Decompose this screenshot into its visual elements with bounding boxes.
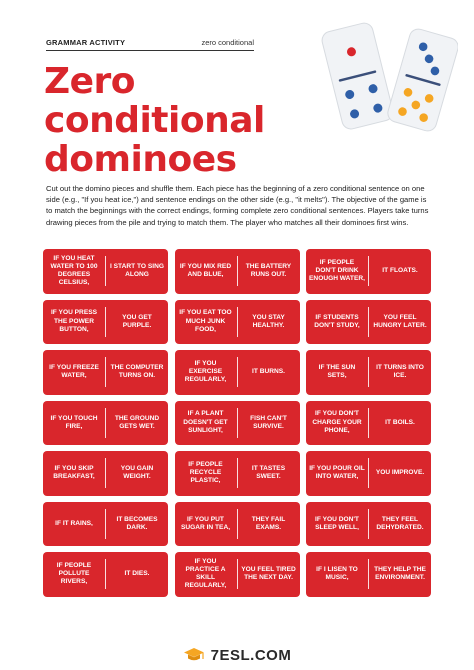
domino-card	[43, 300, 168, 345]
domino-card	[306, 401, 431, 446]
title-line-2: conditional	[44, 100, 265, 141]
domino-card	[306, 300, 431, 345]
domino-tile-icon	[386, 27, 458, 133]
domino-ending: IT BECOMES DARK.	[116, 515, 158, 531]
domino-beginning: IF I LISEN TO MUSIC,	[316, 566, 358, 582]
domino-ending: IT FLOATS.	[382, 267, 418, 275]
domino-ending: IT TURNS INTO ICE.	[376, 364, 424, 380]
domino-ending: YOU GAIN WEIGHT.	[120, 465, 154, 481]
topic-label: zero conditional	[201, 38, 254, 47]
domino-card	[175, 249, 300, 294]
domino-beginning: IF YOU SKIP BREAKFAST,	[53, 465, 95, 481]
domino-card	[43, 249, 168, 294]
dominoes-illustration	[318, 18, 458, 138]
domino-card	[175, 451, 300, 496]
domino-card	[306, 451, 431, 496]
brand-name: 7ESL.COM	[210, 646, 292, 664]
page-title	[44, 62, 265, 179]
domino-ending: FISH CAN'T SURVIVE.	[250, 414, 287, 430]
title-line-1: Zero	[44, 61, 136, 102]
domino-card	[175, 552, 300, 597]
graduation-cap-icon	[183, 647, 205, 663]
title-line-3: dominoes	[44, 139, 237, 180]
domino-ending: THEY FAIL EXAMS.	[251, 515, 286, 531]
domino-card	[43, 552, 168, 597]
domino-ending: YOU FEEL HUNGRY LATER.	[373, 313, 427, 329]
domino-ending: THEY FEEL DEHYDRATED.	[376, 515, 424, 531]
domino-beginning: IF YOU PUT SUGAR IN TEA,	[180, 515, 231, 531]
domino-beginning: IF YOU MIX RED AND BLUE,	[179, 263, 232, 279]
domino-ending: THE BATTERY RUNS OUT.	[245, 263, 292, 279]
domino-beginning: IF YOU TOUCH FIRE,	[50, 414, 98, 430]
domino-card	[306, 249, 431, 294]
domino-grid	[43, 249, 431, 597]
domino-ending: IT TASTES SWEET.	[251, 465, 286, 481]
domino-beginning: IF YOU EAT TOO MUCH JUNK FOOD,	[179, 309, 232, 333]
domino-card	[175, 300, 300, 345]
domino-card	[43, 401, 168, 446]
domino-beginning: IF PEOPLE POLLUTE RIVERS,	[56, 561, 92, 586]
domino-card	[175, 502, 300, 547]
domino-card	[306, 502, 431, 547]
domino-card	[43, 350, 168, 395]
domino-ending: IT BURNS.	[252, 368, 285, 376]
domino-beginning: IF YOU POUR OIL INTO WATER,	[309, 465, 365, 481]
domino-beginning: IF PEOPLE RECYCLE PLASTIC,	[188, 460, 223, 485]
domino-ending: IT BOILS.	[385, 418, 415, 426]
domino-ending: YOU GET PURPLE.	[122, 313, 152, 329]
domino-beginning: IF YOU PRACTICE A SKILL REGULARLY,	[184, 557, 227, 590]
domino-ending: THE GROUND GETS WET.	[114, 414, 160, 430]
domino-ending: YOU STAY HEALTHY.	[252, 313, 285, 329]
domino-beginning: IF THE SUN SETS,	[318, 364, 356, 380]
domino-beginning: IF PEOPLE DON'T DRINK ENOUGH WATER,	[309, 258, 365, 283]
page-header	[46, 38, 254, 51]
domino-card	[306, 552, 431, 597]
domino-beginning: IF A PLANT DOESN'T GET SUNLIGHT,	[183, 410, 228, 434]
domino-ending: I START TO SING ALONG	[110, 263, 164, 279]
domino-ending: YOU FEEL TIRED THE NEXT DAY.	[241, 566, 296, 582]
domino-card	[43, 451, 168, 496]
domino-beginning: IF YOU EXERCISE REGULARLY,	[184, 359, 227, 384]
domino-beginning: IF YOU HEAT WATER TO 100 DEGREES CELSIUS,	[50, 254, 98, 287]
domino-tile-icon	[320, 21, 395, 131]
domino-beginning: IF YOU DON'T CHARGE YOUR PHONE,	[312, 410, 362, 434]
domino-beginning: IF IT RAINS,	[55, 519, 93, 527]
footer	[0, 640, 474, 670]
domino-card	[306, 350, 431, 395]
domino-card	[175, 350, 300, 395]
domino-card	[43, 502, 168, 547]
instructions-paragraph: Cut out the domino pieces and shuffle them. Each piece has the beginning of a zero conditional sentence on one side (e.g., "If you heat ice,") and sentence endings on the other side (e.g., "it melts"). The objective of the game is to match the beginnings with the correct endings, forming complete zero conditional sentences. Players take turns drawing pieces from the pile and trying to match them. The player who matches all their dominoes first wins.	[46, 184, 429, 227]
domino-card	[175, 401, 300, 446]
activity-label: GRAMMAR ACTIVITY	[46, 38, 126, 47]
domino-ending: THEY HELP THE ENVIRONMENT.	[374, 566, 426, 582]
domino-ending: YOU IMPROVE.	[375, 469, 425, 477]
domino-beginning: IF YOU PRESS THE POWER BUTTON,	[50, 309, 98, 333]
domino-ending: IT DIES.	[124, 570, 150, 578]
domino-beginning: IF YOU DON'T SLEEP WELL,	[315, 515, 359, 531]
domino-beginning: IF STUDENTS DON'T STUDY,	[314, 313, 360, 329]
domino-beginning: IF YOU FREEZE WATER,	[49, 364, 99, 380]
domino-ending: THE COMPUTER TURNS ON.	[110, 364, 164, 380]
